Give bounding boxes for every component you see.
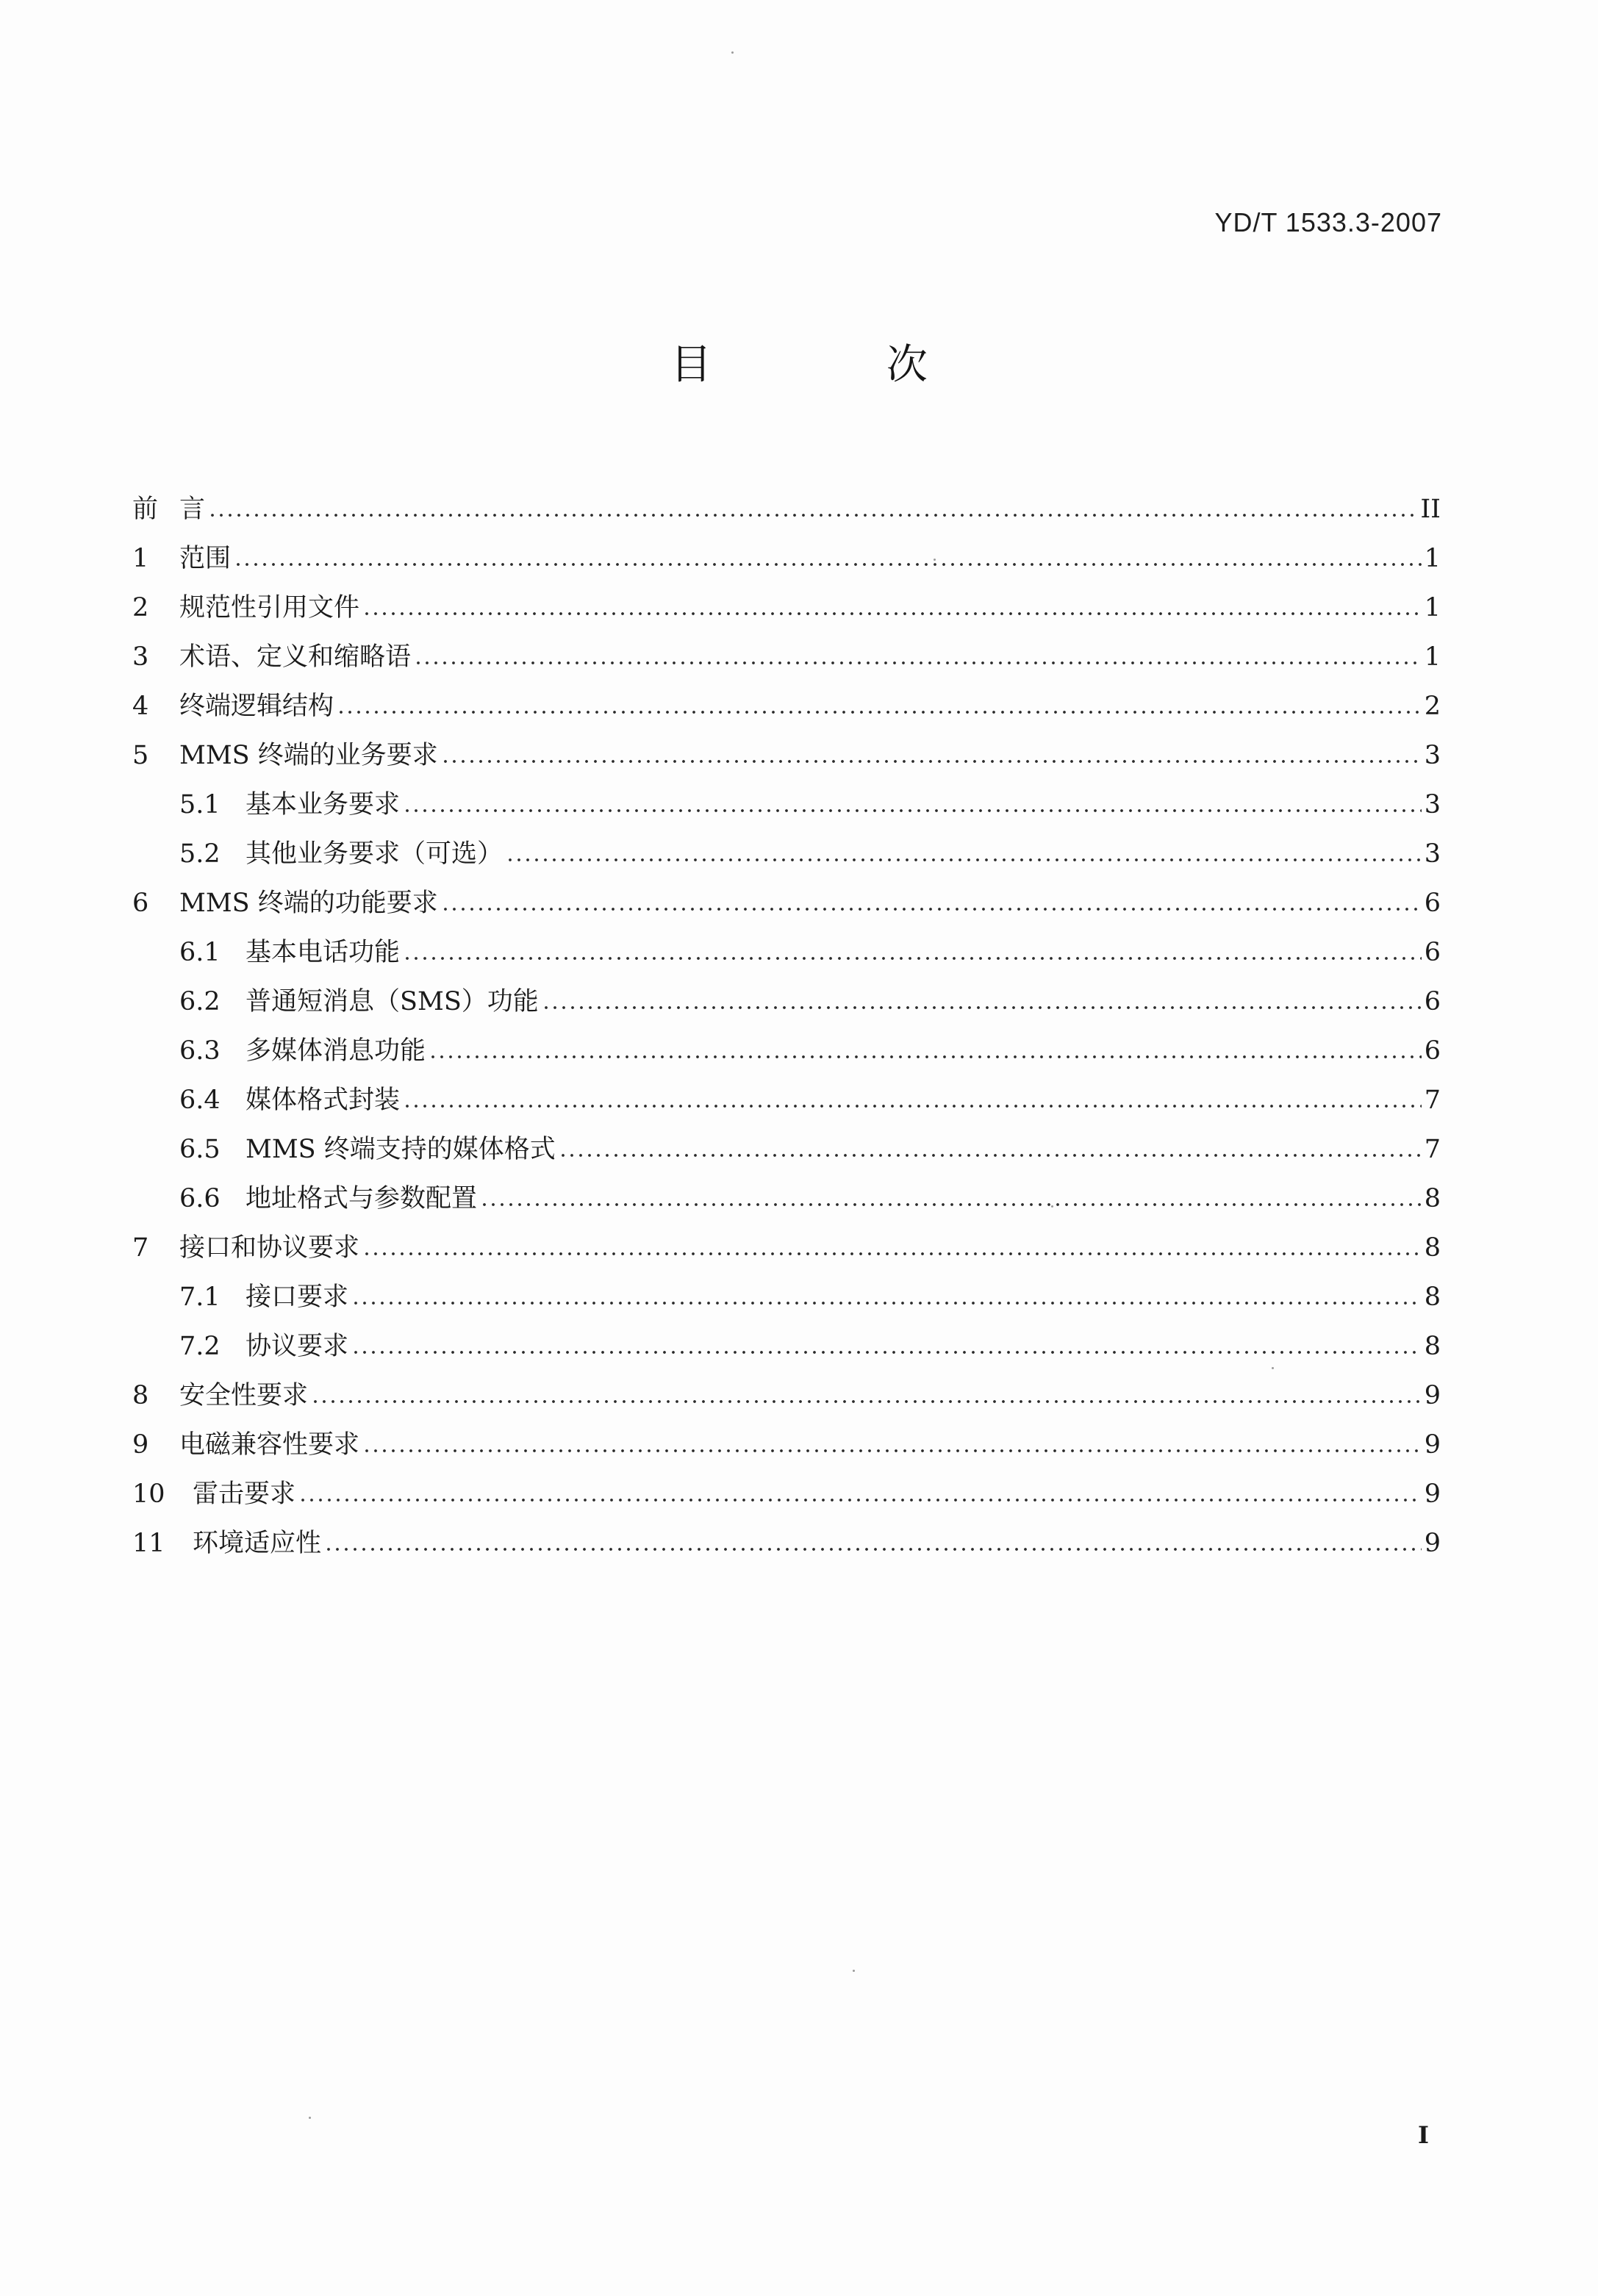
toc-entry-page: 7 [1424,1135,1441,1164]
toc-dot-leader [441,758,1422,765]
toc-entry-number: 8 [132,1381,149,1410]
toc-entry-7-1[interactable] [132,1266,1441,1315]
toc-entry-11[interactable] [132,1512,1441,1561]
toc-entry-page: 6 [1424,889,1441,918]
toc-entry-page: 3 [1424,839,1441,869]
toc-dot-leader [337,708,1422,716]
toc-dot-leader [351,1349,1422,1356]
toc-entry-6-4[interactable] [132,1069,1441,1118]
toc-entry-page: 8 [1424,1233,1441,1263]
scan-speck [853,1970,855,1972]
toc-entry-number: 4 [132,692,149,721]
toc-dot-leader [414,659,1422,667]
toc-entry-number: 6.4 [179,1086,221,1115]
toc-entry-label: 安全性要求 [179,1381,309,1410]
toc-entry-number: 6.6 [179,1184,221,1213]
toc-entry-10[interactable] [132,1463,1441,1512]
toc-entry-label: 其他业务要求（可选） [246,839,504,869]
toc-dot-leader [324,1546,1422,1553]
toc-dot-leader [506,856,1422,864]
scan-speck [731,51,734,54]
toc-entry-label: 言 [179,495,206,524]
toc-dot-leader [208,512,1417,519]
toc-entry-page: 6 [1424,938,1441,967]
toc-entry-number: 5.1 [179,790,221,819]
toc-entry-number: 9 [132,1430,149,1460]
toc-entry-number: 前 [132,495,159,524]
toc-entry-label: 地址格式与参数配置 [246,1184,478,1213]
toc-entry-page: 6 [1424,1036,1441,1066]
toc-entry-label: 接口和协议要求 [179,1233,360,1263]
toc-entry-page: 9 [1424,1529,1441,1558]
toc-entry-number: 6.5 [179,1135,221,1164]
toc-entry-9[interactable] [132,1413,1441,1463]
toc-entry-label: 范围 [179,544,232,573]
toc-entry-label: 终端逻辑结构 [179,692,334,721]
toc-entry-number: 5.2 [179,839,221,869]
toc-dot-leader [542,1004,1422,1011]
toc-entry-6[interactable] [132,872,1441,921]
scan-speck [309,2117,311,2119]
toc-entry-label: MMS 终端的业务要求 [179,741,438,770]
toc-entry-5-2[interactable] [132,822,1441,872]
toc-entry-6-1[interactable] [132,921,1441,970]
toc-entry-page: 9 [1424,1479,1441,1509]
toc-entry-label: 规范性引用文件 [179,593,360,623]
toc-entry-number: 7.1 [179,1282,221,1312]
toc-entry-number: 5 [132,741,149,770]
toc-entry-page: 8 [1424,1332,1441,1361]
toc-dot-leader [311,1398,1422,1405]
scan-speck [934,559,936,561]
toc-entry-number: 6.1 [179,938,221,967]
toc-entry-page: 6 [1424,987,1441,1016]
toc-entry-page: 9 [1424,1430,1441,1460]
toc-entry-7-2[interactable] [132,1315,1441,1364]
toc-entry-number: 6.3 [179,1036,221,1066]
toc-entry-number: 2 [132,593,149,623]
toc-entry-page: 3 [1424,790,1441,819]
toc-entry-label: 环境适应性 [193,1529,322,1558]
toc-title: 目 次 [670,341,1008,389]
toc-dot-leader [403,1102,1422,1110]
toc-entry-5[interactable] [132,724,1441,773]
toc-entry-8[interactable] [132,1364,1441,1413]
toc-entry-page: 8 [1424,1282,1441,1312]
toc-entry-5-1[interactable] [132,773,1441,822]
toc-entry-number: 6.2 [179,987,221,1016]
toc-entry-foreword[interactable] [132,478,1441,527]
scan-speck [1272,1367,1274,1369]
toc-entry-page: 1 [1424,544,1441,573]
toc-entry-page: 2 [1424,692,1441,721]
toc-entry-label: 媒体格式封装 [246,1086,401,1115]
toc-dot-leader [362,610,1422,617]
toc-entry-label: 雷击要求 [193,1479,296,1509]
page-number: I [1418,2121,1429,2149]
toc-entry-number: 1 [132,544,149,573]
toc-entry-page: 3 [1424,741,1441,770]
toc-entry-number: 7 [132,1233,149,1263]
toc-entry-6-5[interactable] [132,1118,1441,1167]
toc-entry-label: 电磁兼容性要求 [179,1430,360,1460]
table-of-contents [132,478,1441,1561]
toc-entry-label: 基本电话功能 [246,938,401,967]
scan-speck [1051,1205,1053,1208]
toc-dot-leader [234,561,1422,568]
toc-entry-label: 多媒体消息功能 [246,1036,426,1066]
toc-dot-leader [403,807,1422,814]
toc-dot-leader [559,1152,1422,1159]
document-code: YD/T 1533.3-2007 [1214,207,1442,237]
toc-entry-label: 基本业务要求 [246,790,401,819]
toc-entry-page: 9 [1424,1381,1441,1410]
toc-entry-7[interactable] [132,1216,1441,1266]
toc-entry-page: 1 [1424,593,1441,623]
toc-entry-label: 接口要求 [246,1282,349,1312]
toc-entry-page: II [1420,495,1441,524]
toc-entry-6-6[interactable] [132,1167,1441,1216]
toc-entry-page: 1 [1424,642,1441,672]
toc-dot-leader [480,1201,1422,1208]
toc-entry-number: 3 [132,642,149,672]
toc-entry-label: 协议要求 [246,1332,349,1361]
toc-entry-1[interactable] [132,527,1441,576]
toc-entry-number: 10 [132,1479,165,1509]
toc-entry-6-2[interactable] [132,970,1441,1019]
toc-entry-number: 11 [132,1529,165,1558]
toc-dot-leader [441,905,1422,913]
toc-dot-leader [362,1250,1422,1258]
toc-entry-number: 7.2 [179,1332,221,1361]
toc-dot-leader [403,955,1422,962]
toc-dot-leader [298,1496,1422,1504]
toc-dot-leader [351,1299,1422,1307]
toc-entry-label: MMS 终端支持的媒体格式 [246,1135,556,1164]
toc-dot-leader [362,1447,1422,1454]
toc-entry-4[interactable] [132,675,1441,724]
toc-entry-3[interactable] [132,625,1441,675]
toc-entry-label: MMS 终端的功能要求 [179,889,438,918]
toc-entry-6-3[interactable] [132,1019,1441,1069]
toc-entry-page: 8 [1424,1184,1441,1213]
toc-entry-number: 6 [132,889,149,918]
toc-entry-page: 7 [1424,1086,1441,1115]
toc-dot-leader [429,1053,1422,1061]
toc-entry-label: 普通短消息（SMS）功能 [246,987,539,1016]
toc-entry-label: 术语、定义和缩略语 [179,642,412,672]
toc-entry-2[interactable] [132,576,1441,625]
